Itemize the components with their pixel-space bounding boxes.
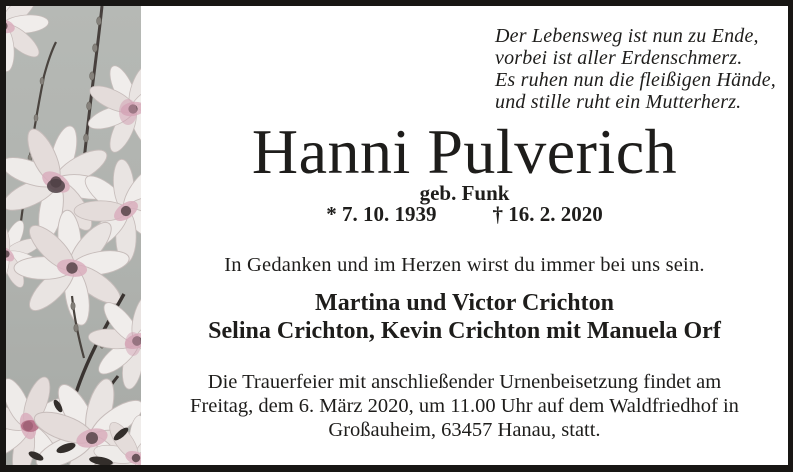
funeral-line: Die Trauerfeier mit anschließender Urnenbeisetzung findet am bbox=[207, 371, 722, 393]
memorial-sentence: In Gedanken und im Herzen wirst du immer bei uns sein. bbox=[224, 254, 705, 276]
mourners-line-2: Selina Crichton, Kevin Crichton mit Manuela Orf bbox=[208, 318, 721, 344]
poem-line: Der Lebensweg ist nun zu Ende, bbox=[495, 25, 759, 47]
memorial-photo bbox=[6, 6, 141, 465]
poem-line: Es ruhen nun die fleißigen Hände, bbox=[495, 69, 776, 91]
funeral-details bbox=[141, 370, 788, 442]
poem-line: vorbei ist aller Erdenschmerz. bbox=[495, 47, 743, 69]
memorial-poem bbox=[495, 25, 776, 113]
life-dates bbox=[141, 202, 788, 227]
funeral-line: Freitag, dem 6. März 2020, um 11.00 Uhr auf dem Waldfriedhof in bbox=[190, 395, 739, 417]
maiden-name: geb. Funk bbox=[419, 181, 510, 205]
funeral-line: Großauheim, 63457 Hanau, statt. bbox=[328, 419, 601, 441]
deceased-name: Hanni Pulverich bbox=[251, 116, 678, 187]
poem-line: und stille ruht ein Mutterherz. bbox=[495, 91, 742, 113]
birth-date: * 7. 10. 1939 bbox=[326, 202, 437, 226]
magnolia-photo-illustration bbox=[6, 6, 141, 465]
death-date: † 16. 2. 2020 bbox=[492, 202, 603, 226]
mourners-line-1: Martina und Victor Crichton bbox=[315, 290, 614, 316]
